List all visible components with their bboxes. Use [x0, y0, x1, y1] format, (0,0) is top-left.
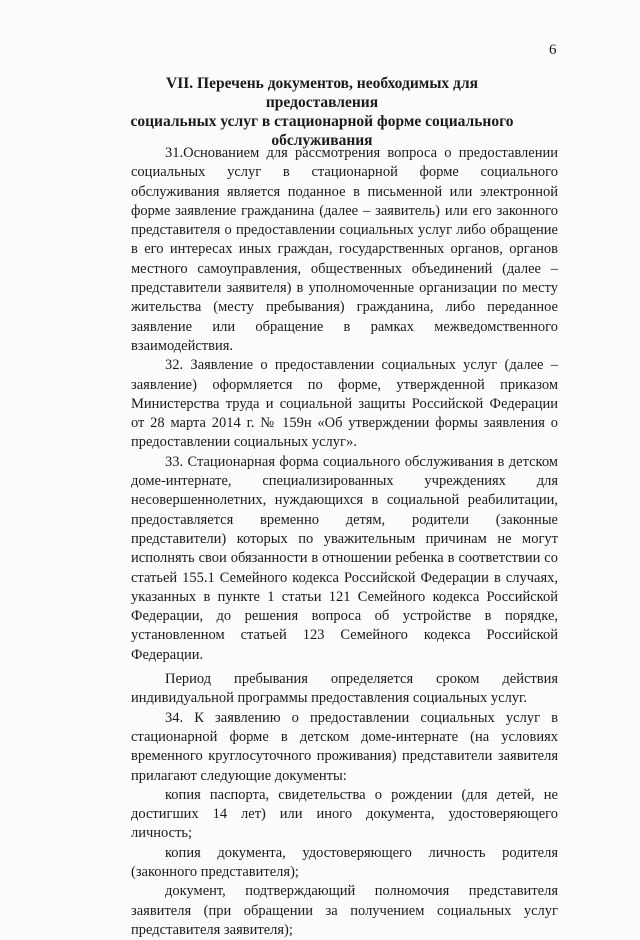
heading-line: обслуживания	[271, 132, 373, 149]
list-item-passport: копия паспорта, свидетельства о рождении (для детей, не достигших 14 лет) или иного документа, удостоверяющего личность;	[131, 786, 558, 842]
paragraph-period: Период пребывания определяется сроком действия индивидуальной программы предоставления социальных услуг.	[131, 671, 558, 707]
paragraph-33: 33. Стационарная форма социального обслуживания в детском доме-интернате, специализированных учреждениях для несовершеннолетних, нуждающихся в социальной реабилитации, предоставляется временно детям, родители (законные представители) которых по уважительным причинам не могут исполнять свои обязанности в отношении ребенка в соответствии со статьей 155.1 Семейного кодекса Российской Федерации в случаях, указанных в пункте 1 статьи 121 Семейного кодекса Российской Федерации, до решения вопроса об устройстве в порядке, установленном статьей 123 Семейного кодекса Российской Федерации.	[131, 453, 558, 663]
document-body	[131, 144, 558, 940]
heading-line: VII. Перечень документов, необходимых для предоставления	[166, 75, 478, 111]
page-number: 6	[549, 42, 557, 58]
list-item-parent-id: копия документа, удостоверяющего личность родителя (законного представителя);	[131, 844, 558, 880]
paragraph-31: 31.Основанием для рассмотрения вопроса о предоставлении социальных услуг в стационарной форме социального обслуживания является поданное в письменной или электронной форме заявление гражданина (далее – заявитель) или его законного представителя о предоставлении социальных услуг либо обращение в его интересах иных граждан, государственных органов, органов местного самоуправления, общественных объединений (далее – представители заявителя) в уполномоченные организации по месту жительства (месту пребывания) гражданина, либо переданное заявление или обращение в рамках межведомственного взаимодействия.	[131, 145, 558, 354]
paragraph-34: 34. К заявлению о предоставлении социальных услуг в стационарной форме в детском доме-интернате (на условиях временного круглосуточного проживания) представители заявителя прилагают следующие документы:	[131, 709, 558, 784]
section-heading	[116, 74, 528, 150]
heading-line: социальных услуг в стационарной форме социального	[130, 113, 514, 130]
paragraph-32: 32. Заявление о предоставлении социальных услуг (далее – заявление) оформляется по форме, утвержденной приказом Министерства труда и социальной защиты Российской Федерации от 28 марта 2014 г. № 159н «Об утверждении формы заявления о предоставлении социальных услуг».	[131, 357, 558, 451]
list-item-authority-document: документ, подтверждающий полномочия представителя заявителя (при обращении за получением социальных услуг представителя заявителя);	[131, 883, 558, 938]
